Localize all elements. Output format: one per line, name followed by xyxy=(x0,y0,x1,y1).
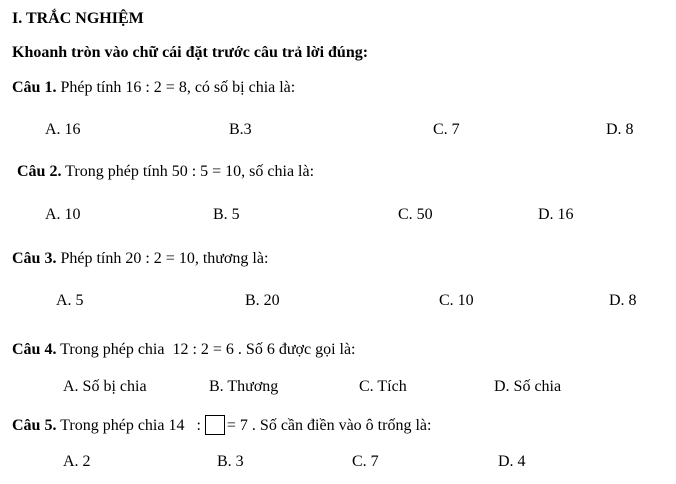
option-a[interactable]: A. 16 xyxy=(45,121,81,138)
question-label: Câu 4. xyxy=(12,341,57,358)
question-2 xyxy=(17,162,314,182)
blank-answer-box[interactable] xyxy=(205,415,225,435)
option-a[interactable]: A. Số bị chia xyxy=(63,378,147,395)
question-text-after: = 7 . Số cần điền vào ô trống là: xyxy=(226,417,432,434)
option-d[interactable]: D. Số chia xyxy=(494,378,562,395)
option-b[interactable]: B. Thương xyxy=(209,378,279,395)
question-label: Câu 1. xyxy=(12,79,57,96)
question-text: Trong phép chia 12 : 2 = 6 . Số 6 được gọi là: xyxy=(60,341,356,358)
question-3 xyxy=(12,249,268,269)
instruction: Khoanh tròn vào chữ cái đặt trước câu trả lời đúng: xyxy=(12,44,369,61)
question-5 xyxy=(12,415,431,436)
option-c[interactable]: C. Tích xyxy=(359,378,407,395)
option-d[interactable]: D. 8 xyxy=(609,292,637,309)
section-title: I. TRẮC NGHIỆM xyxy=(12,10,144,27)
option-b[interactable]: B.3 xyxy=(229,121,252,138)
question-label: Câu 3. xyxy=(12,250,57,267)
option-d[interactable]: D. 16 xyxy=(538,206,574,223)
question-text: Trong phép tính 50 : 5 = 10, số chia là: xyxy=(65,163,315,180)
question-4 xyxy=(12,340,356,360)
question-text: Phép tính 16 : 2 = 8, có số bị chia là: xyxy=(60,79,296,96)
question-text-before: Trong phép chia 14 : xyxy=(60,417,201,434)
question-label: Câu 5. xyxy=(12,417,57,434)
option-b[interactable]: B. 20 xyxy=(245,292,280,309)
option-c[interactable]: C. 7 xyxy=(433,121,460,138)
option-a[interactable]: A. 5 xyxy=(56,292,84,309)
option-c[interactable]: C. 7 xyxy=(352,453,379,470)
question-label: Câu 2. xyxy=(17,163,62,180)
option-c[interactable]: C. 10 xyxy=(439,292,474,309)
option-a[interactable]: A. 2 xyxy=(63,453,91,470)
question-text: Phép tính 20 : 2 = 10, thương là: xyxy=(60,250,269,267)
option-d[interactable]: D. 8 xyxy=(606,121,634,138)
question-1 xyxy=(12,78,295,98)
option-d[interactable]: D. 4 xyxy=(498,453,526,470)
option-b[interactable]: B. 5 xyxy=(213,206,240,223)
option-c[interactable]: C. 50 xyxy=(398,206,433,223)
option-b[interactable]: B. 3 xyxy=(217,453,244,470)
option-a[interactable]: A. 10 xyxy=(45,206,81,223)
